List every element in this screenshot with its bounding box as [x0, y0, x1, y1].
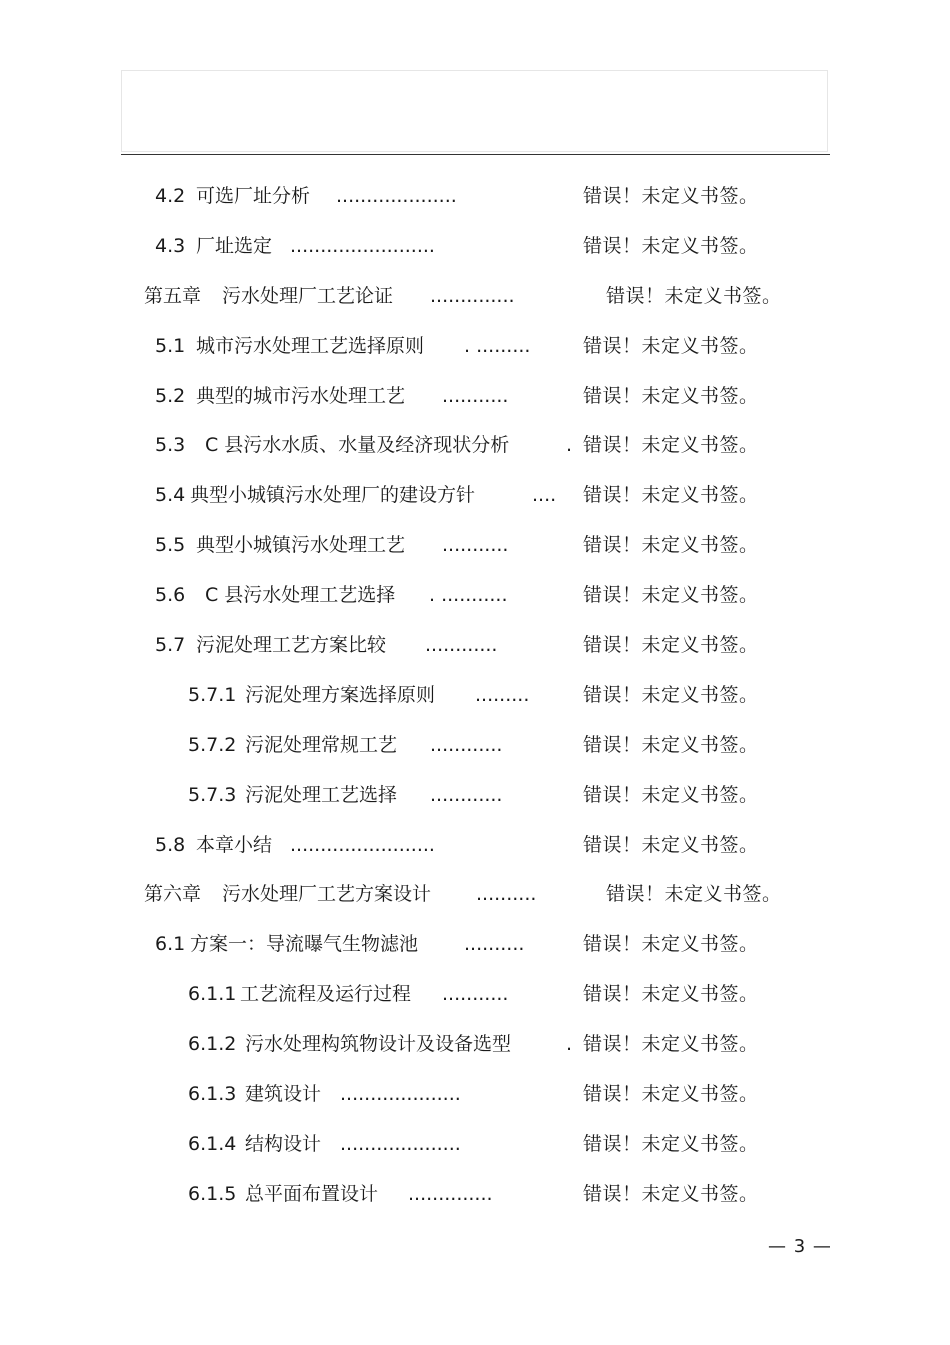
toc-entry-leader: ............	[425, 634, 498, 657]
toc-entry-leader: ....................	[340, 1132, 461, 1155]
toc-entry-number: 6.1	[155, 933, 186, 956]
toc-entry[interactable]	[0, 421, 950, 471]
toc-entry-title: 建筑设计	[245, 1083, 322, 1106]
toc-subentry[interactable]	[0, 671, 950, 721]
toc-subentry[interactable]	[0, 1020, 950, 1070]
toc-entry-leader: . ...........	[429, 584, 508, 607]
toc-entry-number: 6.1.4	[188, 1132, 237, 1155]
toc-entry-number: 第六章	[144, 883, 202, 906]
toc-chapter-entry[interactable]	[0, 272, 950, 322]
toc-entry-page-ref: 错误！未定义书签。	[583, 384, 759, 407]
table-of-contents	[0, 172, 950, 1220]
toc-entry-title: 方案一：导流曝气生物滤池	[190, 933, 419, 956]
toc-entry-number: 6.1.1	[188, 983, 237, 1006]
toc-entry-number: 5.7.2	[188, 733, 237, 756]
toc-entry[interactable]	[0, 172, 950, 222]
toc-entry-page-ref: 错误！未定义书签。	[583, 933, 759, 956]
toc-entry-page-ref: 错误！未定义书签。	[583, 833, 759, 856]
toc-entry-title: 污泥处理工艺选择	[245, 783, 398, 806]
toc-entry-title: 污水处理厂工艺论证	[222, 284, 394, 307]
page-number: — 3 —	[768, 1236, 832, 1257]
toc-entry-leader: . .........	[464, 334, 531, 357]
toc-entry-page-ref: 错误！未定义书签。	[606, 883, 782, 906]
toc-entry[interactable]	[0, 471, 950, 521]
toc-entry[interactable]	[0, 920, 950, 970]
toc-chapter-entry[interactable]	[0, 870, 950, 920]
toc-entry-number: 5.6	[155, 584, 186, 607]
toc-entry-leader: .	[566, 434, 573, 457]
toc-entry[interactable]	[0, 521, 950, 571]
toc-entry-page-ref: 错误！未定义书签。	[583, 484, 759, 507]
toc-entry-number: 6.1.3	[188, 1083, 237, 1106]
toc-entry-page-ref: 错误！未定义书签。	[583, 983, 759, 1006]
toc-entry-title: 可选厂址分析	[196, 185, 311, 207]
toc-entry-number: 5.1	[155, 334, 186, 357]
toc-entry-leader: ....................	[336, 185, 457, 207]
toc-entry-leader: ....	[532, 484, 557, 507]
toc-entry-title: 工艺流程及运行过程	[240, 983, 412, 1006]
toc-entry-title: 结构设计	[245, 1132, 322, 1155]
toc-entry-number: 5.8	[155, 833, 186, 856]
toc-entry-page-ref: 错误！未定义书签。	[583, 783, 759, 806]
toc-entry-number: 5.7	[155, 634, 186, 657]
toc-entry-page-ref: 错误！未定义书签。	[583, 584, 759, 607]
toc-subentry[interactable]	[0, 771, 950, 821]
toc-subentry[interactable]	[0, 721, 950, 771]
toc-entry-title: C 县污水处理工艺选择	[205, 584, 396, 607]
toc-entry-leader: ........................	[290, 833, 435, 856]
toc-entry-leader: ........................	[290, 234, 435, 257]
toc-subentry[interactable]	[0, 1120, 950, 1170]
toc-entry-leader: .........	[475, 683, 530, 706]
toc-entry-title: 总平面布置设计	[245, 1182, 379, 1205]
toc-entry-leader: ..............	[408, 1182, 493, 1205]
toc-entry-page-ref: 错误！未定义书签。	[583, 1033, 759, 1056]
toc-entry-leader: ............	[430, 733, 503, 756]
toc-entry-page-ref: 错误！未定义书签。	[583, 434, 759, 457]
toc-entry-number: 4.3	[155, 234, 186, 257]
toc-entry-number: 5.4	[155, 484, 186, 507]
toc-entry-number: 6.1.2	[188, 1033, 237, 1056]
toc-subentry[interactable]	[0, 1070, 950, 1120]
toc-entry-number: 4.2	[155, 185, 186, 207]
toc-entry-page-ref: 错误！未定义书签。	[606, 284, 782, 307]
toc-entry-leader: ..........	[464, 933, 525, 956]
toc-entry-title: 污泥处理工艺方案比较	[196, 634, 387, 657]
header-divider	[121, 154, 830, 155]
toc-entry-title: 厂址选定	[196, 234, 273, 257]
toc-entry-title: 本章小结	[196, 833, 273, 856]
page-header-box	[121, 70, 828, 152]
toc-entry[interactable]	[0, 571, 950, 621]
toc-subentry[interactable]	[0, 970, 950, 1020]
toc-entry-leader: ............	[430, 783, 503, 806]
toc-entry-number: 第五章	[144, 284, 202, 307]
toc-entry-leader: ....................	[340, 1083, 461, 1106]
toc-entry[interactable]	[0, 372, 950, 422]
toc-entry[interactable]	[0, 821, 950, 871]
toc-entry-title: 污泥处理常规工艺	[245, 733, 398, 756]
toc-entry-leader: .	[566, 1033, 573, 1056]
toc-entry-leader: ..........	[476, 883, 537, 906]
toc-entry-page-ref: 错误！未定义书签。	[583, 334, 759, 357]
toc-entry-page-ref: 错误！未定义书签。	[583, 683, 759, 706]
toc-entry-page-ref: 错误！未定义书签。	[583, 534, 759, 557]
toc-entry-number: 5.2	[155, 384, 186, 407]
toc-entry-leader: ...........	[442, 384, 509, 407]
toc-entry-title: 城市污水处理工艺选择原则	[196, 334, 425, 357]
toc-entry[interactable]	[0, 322, 950, 372]
toc-entry-leader: ...........	[442, 534, 509, 557]
toc-entry-title: 典型小城镇污水处理厂的建设方针	[190, 484, 476, 507]
toc-entry-number: 5.5	[155, 534, 186, 557]
toc-entry-title: 污水处理构筑物设计及设备选型	[245, 1033, 512, 1056]
toc-entry-page-ref: 错误！未定义书签。	[583, 1083, 759, 1106]
toc-entry[interactable]	[0, 621, 950, 671]
toc-entry-title: C 县污水水质、水量及经济现状分析	[205, 434, 510, 457]
toc-entry-number: 5.3	[155, 434, 186, 457]
toc-entry-page-ref: 错误！未定义书签。	[583, 234, 759, 257]
toc-subentry[interactable]	[0, 1170, 950, 1220]
toc-entry-page-ref: 错误！未定义书签。	[583, 1182, 759, 1205]
toc-entry-number: 5.7.1	[188, 683, 237, 706]
toc-entry-page-ref: 错误！未定义书签。	[583, 185, 759, 207]
toc-entry-page-ref: 错误！未定义书签。	[583, 1132, 759, 1155]
toc-entry-title: 典型小城镇污水处理工艺	[196, 534, 406, 557]
toc-entry-number: 6.1.5	[188, 1182, 237, 1205]
toc-entry-title: 污水处理厂工艺方案设计	[222, 883, 432, 906]
toc-entry[interactable]	[0, 222, 950, 272]
toc-entry-title: 污泥处理方案选择原则	[245, 683, 436, 706]
toc-entry-number: 5.7.3	[188, 783, 237, 806]
toc-entry-leader: ..............	[430, 284, 515, 307]
toc-entry-page-ref: 错误！未定义书签。	[583, 634, 759, 657]
toc-entry-page-ref: 错误！未定义书签。	[583, 733, 759, 756]
toc-entry-leader: ...........	[442, 983, 509, 1006]
toc-entry-title: 典型的城市污水处理工艺	[196, 384, 406, 407]
